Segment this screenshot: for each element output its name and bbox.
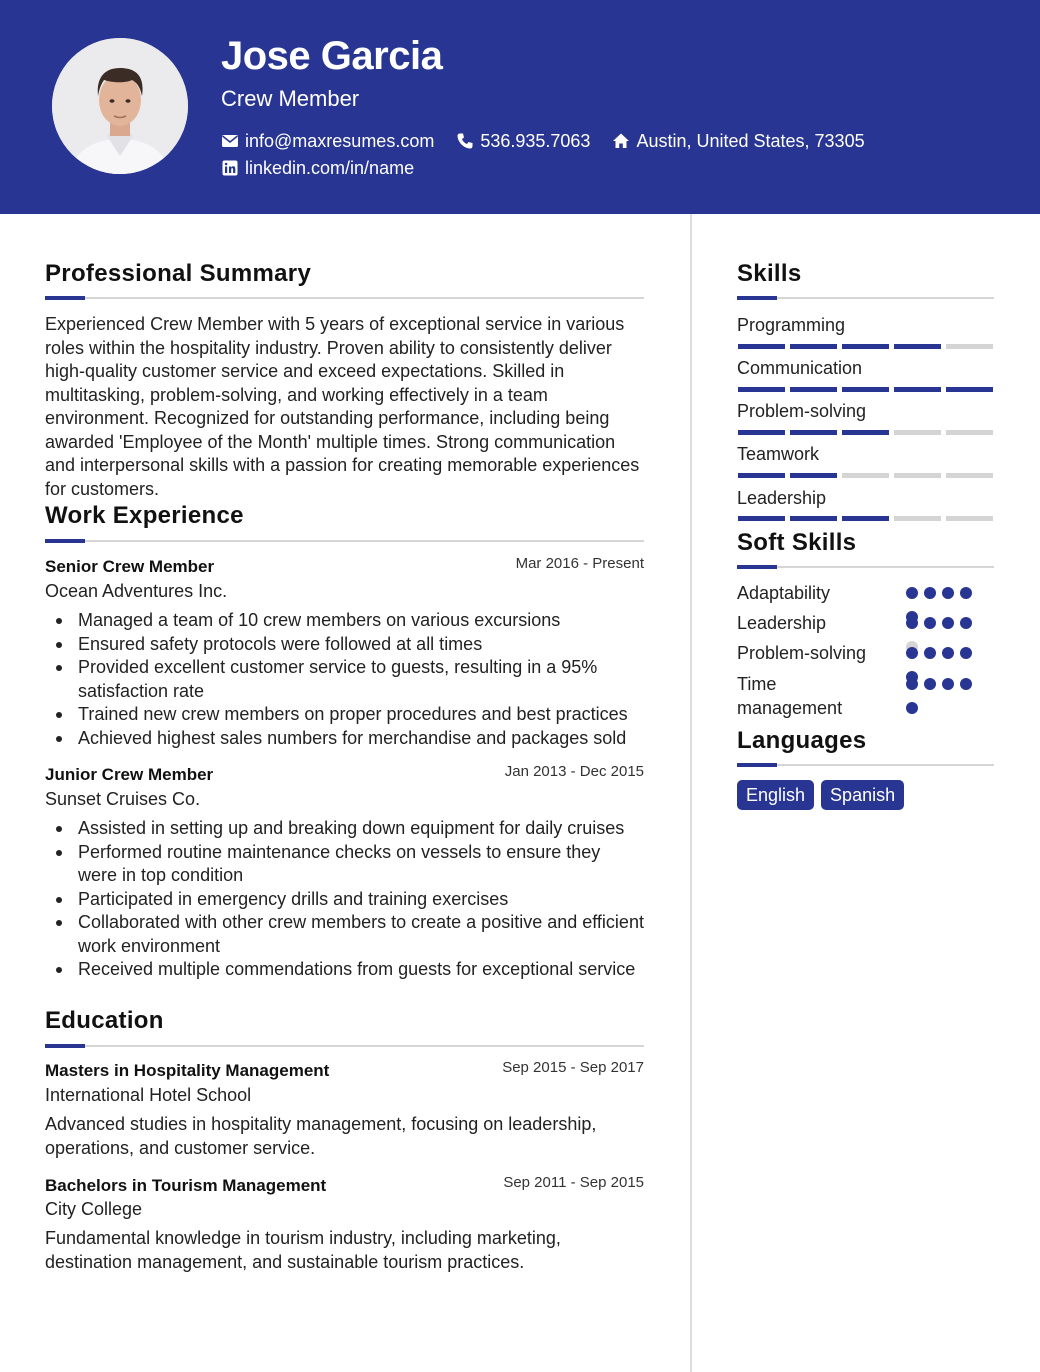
location-text: Austin, United States, 73305 <box>636 130 865 151</box>
rating-dot <box>906 587 918 599</box>
soft-skill-name: Problem-solving <box>737 643 867 663</box>
skills-rule <box>737 297 994 299</box>
list-item: Performed routine maintenance checks on vessels to ensure they were in top condition <box>78 841 644 888</box>
location-contact <box>612 131 864 152</box>
skill-level-segment <box>946 344 993 349</box>
skill-level-segment <box>738 430 785 435</box>
rating-dot <box>960 587 972 599</box>
skill-name: Teamwork <box>737 444 820 464</box>
skill-name: Leadership <box>737 488 827 508</box>
skill-level-segment <box>842 430 889 435</box>
skill-level-segment <box>894 473 941 478</box>
job-company: Sunset Cruises Co. <box>45 789 201 809</box>
language-list <box>737 780 904 810</box>
education-dates: Sep 2015 - Sep 2017 <box>502 1059 644 1076</box>
rating-dot <box>942 617 954 629</box>
section-accent <box>45 1044 85 1048</box>
list-item: Achieved highest sales numbers for merchandise and packages sold <box>78 727 644 751</box>
soft-skill-dots <box>906 678 976 726</box>
rating-dot <box>924 587 936 599</box>
skill-level-segment <box>842 516 889 521</box>
language-pill: English <box>737 780 814 810</box>
language-pill: Spanish <box>821 780 904 810</box>
soft-skill-name: Adaptability <box>737 583 831 603</box>
linkedin-text: linkedin.com/in/name <box>245 157 415 178</box>
degree-title: Masters in Hospitality Management <box>45 1061 330 1080</box>
skill-level-segment <box>790 516 837 521</box>
soft-skill-name: Time management <box>737 674 843 718</box>
rating-dot <box>960 617 972 629</box>
skill-level-segment <box>738 344 785 349</box>
skill-level-segment <box>738 473 785 478</box>
profile-photo <box>52 38 188 174</box>
job-bullets <box>45 817 644 982</box>
school-name: International Hotel School <box>45 1085 252 1105</box>
rating-dot <box>960 678 972 690</box>
summary-heading: Professional Summary <box>45 260 312 287</box>
list-item: Provided excellent customer service to guests, resulting in a 95% satisfaction rate <box>78 656 644 703</box>
rating-dot <box>906 647 918 659</box>
skill-name: Communication <box>737 358 863 378</box>
education-description: Fundamental knowledge in tourism industry, including marketing, destination management, and sustainable tourism practices. <box>45 1228 561 1272</box>
skill-level-segment <box>894 430 941 435</box>
section-accent <box>737 296 777 300</box>
list-item: Ensured safety protocols were followed at all times <box>78 633 644 657</box>
skill-level-segment <box>894 344 941 349</box>
rating-dot <box>906 617 918 629</box>
skill-level-bar <box>738 387 993 392</box>
contact-row <box>221 129 887 153</box>
soft-skills-heading: Soft Skills <box>737 529 857 556</box>
contact-row-2 <box>221 156 436 180</box>
list-item: Managed a team of 10 crew members on various excursions <box>78 609 644 633</box>
experience-heading: Work Experience <box>45 502 244 529</box>
skill-level-segment <box>738 387 785 392</box>
phone-contact[interactable] <box>456 131 590 152</box>
skill-level-bar <box>738 516 993 521</box>
linkedin-contact[interactable] <box>221 158 414 179</box>
list-item: Participated in emergency drills and training exercises <box>78 888 644 912</box>
job-bullets <box>45 609 644 750</box>
rating-dot <box>924 617 936 629</box>
rating-dot <box>942 587 954 599</box>
phone-text: 536.935.7063 <box>480 130 591 151</box>
skill-level-segment <box>738 516 785 521</box>
email-contact[interactable] <box>221 131 434 152</box>
skill-level-segment <box>790 387 837 392</box>
skill-level-segment <box>894 387 941 392</box>
job-title: Junior Crew Member <box>45 765 214 784</box>
skill-level-segment <box>946 473 993 478</box>
section-accent <box>737 565 777 569</box>
education-heading: Education <box>45 1007 164 1034</box>
header-banner <box>0 0 1040 214</box>
skills-heading: Skills <box>737 260 802 287</box>
skill-level-bar <box>738 430 993 435</box>
languages-rule <box>737 764 994 766</box>
soft-skills-rule <box>737 566 994 568</box>
rating-dot <box>960 647 972 659</box>
email-text: info@maxresumes.com <box>245 130 435 151</box>
summary-rule <box>45 297 644 299</box>
skill-name: Problem-solving <box>737 401 867 421</box>
column-divider <box>690 214 692 1372</box>
education-dates: Sep 2011 - Sep 2015 <box>503 1174 644 1191</box>
candidate-name: Jose Garcia <box>221 34 443 78</box>
skill-level-segment <box>842 387 889 392</box>
job-company: Ocean Adventures Inc. <box>45 581 228 601</box>
section-accent <box>45 296 85 300</box>
degree-title: Bachelors in Tourism Management <box>45 1176 327 1195</box>
skill-level-bar <box>738 344 993 349</box>
skill-level-segment <box>790 473 837 478</box>
experience-rule <box>45 540 644 542</box>
skill-level-segment <box>946 387 993 392</box>
list-item: Assisted in setting up and breaking down equipment for daily cruises <box>78 817 644 841</box>
rating-dot <box>924 647 936 659</box>
school-name: City College <box>45 1199 143 1219</box>
envelope-icon <box>221 132 239 150</box>
rating-dot <box>942 647 954 659</box>
section-accent <box>737 763 777 767</box>
phone-icon <box>456 132 474 150</box>
skill-level-segment <box>790 344 837 349</box>
summary-text: Experienced Crew Member with 5 years of exceptional service in various roles within the hospitality industry. Proven ability to consistently deliver high-quality customer service and exceed expectations. Skilled in multitasking, problem-solving, and working effectively in a team environment. Recognized for outstanding performance, including being awarded 'Employee of the Month' multiple times. Strong communication and interpersonal skills with a passion for creating memorable experiences for customers. <box>45 314 640 499</box>
education-description: Advanced studies in hospitality management, focusing on leadership, operations, and customer service. <box>45 1114 597 1158</box>
linkedin-icon <box>221 159 239 177</box>
skill-level-segment <box>842 344 889 349</box>
rating-dot <box>906 702 918 714</box>
candidate-title: Crew Member <box>221 86 360 111</box>
soft-skill-name: Leadership <box>737 613 827 633</box>
education-rule <box>45 1045 644 1047</box>
skill-level-segment <box>946 516 993 521</box>
rating-dot <box>924 678 936 690</box>
skill-level-bar <box>738 473 993 478</box>
job-dates: Jan 2013 - Dec 2015 <box>504 763 644 780</box>
list-item: Collaborated with other crew members to create a positive and efficient work environment <box>78 911 644 958</box>
list-item: Trained new crew members on proper procedures and best practices <box>78 703 644 727</box>
job-title: Senior Crew Member <box>45 557 215 576</box>
languages-heading: Languages <box>737 727 867 754</box>
rating-dot <box>906 678 918 690</box>
skill-level-segment <box>842 473 889 478</box>
skill-level-segment <box>790 430 837 435</box>
list-item: Received multiple commendations from guests for exceptional service <box>78 958 644 982</box>
skill-name: Programming <box>737 315 846 335</box>
avatar <box>52 38 188 174</box>
rating-dot <box>942 678 954 690</box>
section-accent <box>45 539 85 543</box>
job-dates: Mar 2016 - Present <box>515 555 644 572</box>
home-icon <box>612 132 630 150</box>
skill-level-segment <box>946 430 993 435</box>
skill-level-segment <box>894 516 941 521</box>
